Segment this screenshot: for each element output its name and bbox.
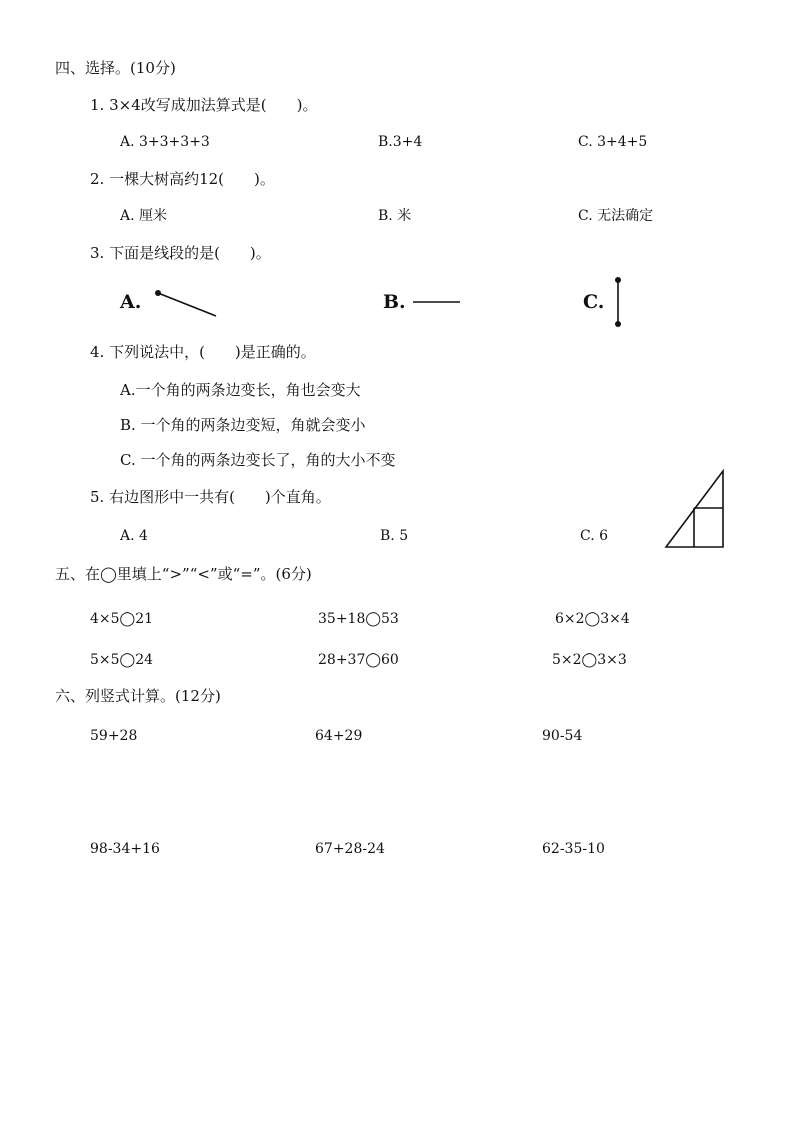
segment-figure xyxy=(611,276,625,330)
q3-option-a: A. xyxy=(120,291,142,313)
compare-item-2: 35+18◯53 xyxy=(318,611,399,627)
ray-figure xyxy=(150,285,220,325)
q4-option-a: A.一个角的两条边变长，角也会变大 xyxy=(120,381,361,399)
q4-option-c: C. 一个角的两条边变长了，角的大小不变 xyxy=(120,451,396,469)
compare-item-5: 28+37◯60 xyxy=(318,652,399,668)
q3-option-b: B. xyxy=(383,291,406,313)
question-4: 4. 下列说法中，( )是正确的。 xyxy=(90,343,316,361)
right-angle-figure xyxy=(664,469,726,549)
calc-item-6: 62-35-10 xyxy=(542,841,605,857)
q1-option-a: A. 3+3+3+3 xyxy=(120,134,210,150)
question-1: 1. 3×4改写成加法算式是( )。 xyxy=(90,96,318,114)
section-6-title: 六、列竖式计算。(12分) xyxy=(55,687,221,705)
q5-option-a: A. 4 xyxy=(120,528,148,544)
question-5: 5. 右边图形中一共有( )个直角。 xyxy=(90,488,331,506)
q4-option-b: B. 一个角的两条边变短，角就会变小 xyxy=(120,416,366,434)
section-5-title: 五、在◯里填上“>”“<”或“=”。(6分) xyxy=(55,565,312,583)
line-figure xyxy=(413,297,463,307)
calc-item-1: 59+28 xyxy=(90,728,138,744)
section-4-title: 四、选择。(10分) xyxy=(55,59,176,77)
compare-item-3: 6×2◯3×4 xyxy=(555,611,630,627)
q2-option-a: A. 厘米 xyxy=(120,208,168,224)
q1-option-b: B.3+4 xyxy=(378,134,423,150)
compare-item-6: 5×2◯3×3 xyxy=(552,652,627,668)
calc-item-5: 67+28-24 xyxy=(315,841,385,857)
q2-option-c: C. 无法确定 xyxy=(578,208,654,224)
q5-option-b: B. 5 xyxy=(380,528,409,544)
q2-option-b: B. 米 xyxy=(378,208,412,224)
calc-item-3: 90-54 xyxy=(542,728,583,744)
calc-item-2: 64+29 xyxy=(315,728,363,744)
q5-option-c: C. 6 xyxy=(580,528,609,544)
q1-option-c: C. 3+4+5 xyxy=(578,134,648,150)
compare-item-1: 4×5◯21 xyxy=(90,611,154,627)
question-2: 2. 一棵大树高约12( )。 xyxy=(90,170,275,188)
q3-option-c: C. xyxy=(583,291,605,313)
calc-item-4: 98-34+16 xyxy=(90,841,160,857)
compare-item-4: 5×5◯24 xyxy=(90,652,154,668)
question-3: 3. 下面是线段的是( )。 xyxy=(90,244,271,262)
